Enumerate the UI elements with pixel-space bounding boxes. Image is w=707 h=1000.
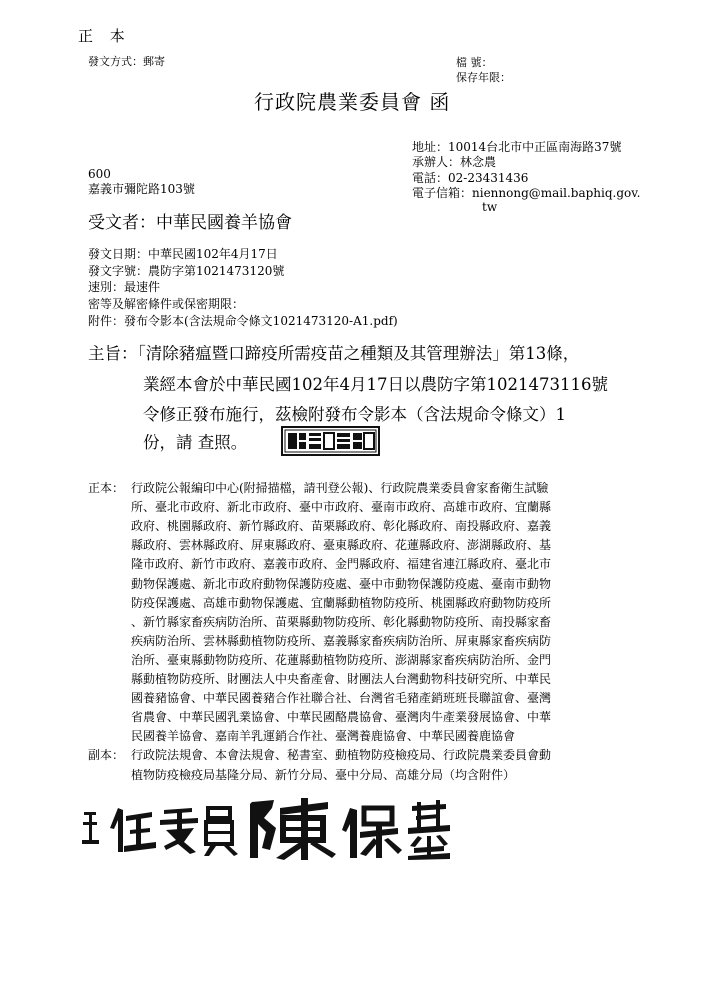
subject-line-3: 令修正發布施行，茲檢附發布令影本（含法規命令條文）1 — [143, 405, 566, 424]
copy-type-label: 正 本 — [78, 27, 131, 45]
distribution-main-line: 民國養羊協會、嘉南羊乳運銷合作社、臺灣養鹿協會、中華民國養鹿協會 — [131, 729, 516, 744]
document-number: 發文字號：農防字第1021473120號 — [88, 264, 285, 278]
distribution-main-line: 、新竹縣家畜疾病防治所、苗栗縣動物防疫所、彰化縣動物防疫所、南投縣家畜 — [131, 614, 552, 629]
distribution-main-line: 省農會、中華民國乳業協會、中華民國酪農協會、臺灣肉牛產業發展協會、中華 — [131, 710, 552, 725]
distribution-main-line: 所、臺北市政府、新北市政府、臺中市政府、臺南市政府、高雄市政府、宜蘭縣 — [131, 500, 552, 515]
sender-phone: 電話：02-23431436 — [412, 171, 529, 185]
security-level: 密等及解密條件或保密期限： — [88, 297, 245, 311]
distribution-main-line: 縣政府、雲林縣政府、屏東縣政府、臺東縣政府、花蓮縣政府、澎湖縣政府、基 — [131, 538, 552, 553]
signature-image — [80, 798, 450, 860]
distribution-main-line: 國養豬協會、中華民國養豬合作社聯合社、台灣省毛豬產銷班班長聯誼會、臺灣 — [131, 691, 552, 706]
sender-handler: 承辦人：林念農 — [412, 155, 497, 169]
distribution-main-line: 縣動植物防疫所、財團法人中央畜產會、財團法人台灣動物科技研究所、中華民 — [131, 672, 552, 686]
retention-label: 保存年限： — [456, 71, 511, 84]
issue-date: 發文日期：中華民國102年4月17日 — [88, 247, 278, 261]
distribution-main-line: 治所、臺東縣動物防疫所、花蓮縣動植物防疫所、澎湖縣家畜疾病防治所、金門 — [131, 652, 552, 667]
distribution-main-label: 正本： — [88, 481, 125, 495]
distribution-main-line: 政府、桃園縣政府、新竹縣政府、苗栗縣政府、彰化縣政府、南投縣政府、嘉義 — [131, 519, 552, 534]
distribution-main-line: 行政院公報編印中心(附掃描檔，請刊登公報)、行政院農業委員會家畜衛生試驗 — [131, 481, 549, 495]
distribution-main-line: 隆市政府、新竹市政府、嘉義市政府、金門縣政府、福建省連江縣政府、臺北市 — [131, 557, 552, 572]
subject-line-2: 業經本會於中華民國102年4月17日以農防字第1021473116號 — [143, 375, 608, 394]
subject-line-4: 份，請 查照。 — [143, 433, 248, 452]
recipient-line: 受文者：中華民國養羊協會 — [88, 213, 292, 233]
official-seal-stamp — [281, 426, 380, 456]
delivery-speed: 速別：最速件 — [88, 280, 161, 294]
document-title: 行政院農業委員會 函 — [254, 90, 451, 114]
distribution-cc-label: 副本： — [88, 748, 125, 763]
recipient-street: 嘉義市彌陀路103號 — [88, 182, 195, 196]
sender-address: 地址：10014台北市中正區南海路37號 — [412, 140, 622, 154]
distribution-main-line: 防疫保護處、高雄市動物保護處、宜蘭縣動植物防疫所、桃園縣政府動物防疫所 — [131, 595, 552, 610]
sender-email-cont: tw — [482, 200, 498, 214]
distribution-cc-line: 植物防疫檢疫局基隆分局、新竹分局、臺中分局、高雄分局（均含附件） — [131, 767, 516, 782]
distribution-main-line: 疾病防治所、雲林縣動植物防疫所、嘉義縣家畜疾病防治所、屏東縣家畜疾病防 — [131, 633, 552, 648]
distribution-main-line: 動物保護處、新北市政府動物保護防疫處、臺中市動物保護防疫處、臺南市動物 — [131, 576, 552, 591]
file-number-label: 檔 號： — [456, 56, 493, 69]
subject-line-1: 主旨：「清除豬瘟暨口蹄疫所需疫苗之種類及其管理辦法」第13條， — [88, 344, 580, 363]
send-method: 發文方式：郵寄 — [88, 55, 165, 68]
postal-code: 600 — [88, 167, 111, 181]
sender-email: 電子信箱：niennong@mail.baphiq.gov. — [412, 186, 641, 200]
attachment-line: 附件：發布令影本(含法規命令條文1021473120-A1.pdf) — [88, 314, 398, 328]
distribution-cc-line: 行政院法規會、本會法規會、秘書室、動植物防疫檢疫局、行政院農業委員會動 — [131, 748, 552, 763]
